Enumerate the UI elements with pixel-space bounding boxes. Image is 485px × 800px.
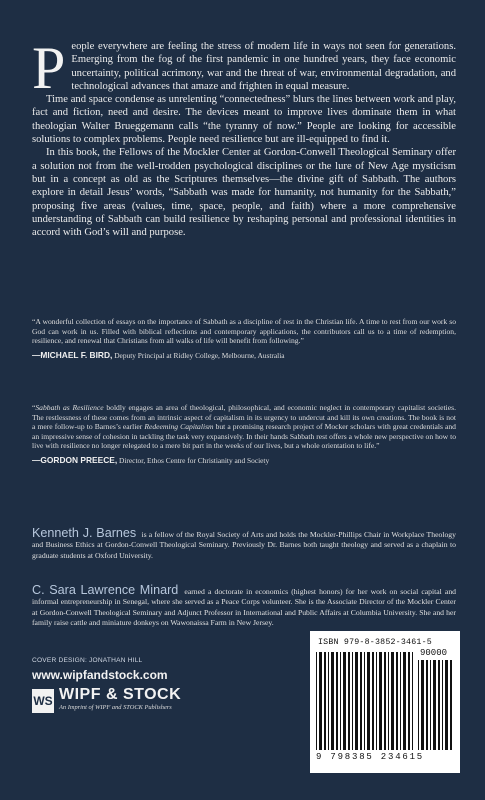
publisher-url[interactable]: www.wipfandstock.com — [32, 668, 168, 682]
endorsement-bird — [32, 317, 456, 360]
author-bio-text: earned a doctorate in economics (highest honors) for her work on social capital and informal entrepreneurship in Senegal, where she served as a Peace Corps volunteer. She is the Associate Director of the Mockler Center at Gordon-Conwell Theological Seminary and Adjunct Professor in International and Public Affairs at Columbia University. She and her family raise cattle and miniature donkeys on Wawonaissa Farm in New Jersey. — [32, 587, 457, 627]
isbn-number: ISBN 979-8-3852-3461-5 — [318, 638, 432, 647]
endorsement-text: “Sabbath as Resilience boldly engages an area of theological, philosophical, and economic neglect in contemporary capitalist societies. The restlessness of these comes from an intrinsic aspect of capitalism in its urgency to undercut and kill its own creations. The book is not a mere follow-up to Barnes’s earlier Redeeming Capitalism but a promising research project of Mocker scholars with great credentials and an impressive sense of cohesion in tackling the task very expansively. In their hands Sabbath rest offers a whole new perspective on how to live with resilience no longer relegated to a mere bit part in the weeks of our lives, but a whole orientation to life.” — [32, 403, 456, 451]
author-bio-text: is a fellow of the Royal Society of Arts and holds the Mockler-Phillips Chair in Workplace Theology and Business Ethics at Gordon-Conwell Theological Seminary. Previously Dr. Barnes both taught theology and served as a chaplain to graduate students at Oxford University. — [32, 530, 456, 560]
endorsement-attribution: —MICHAEL F. BIRD, Deputy Principal at Ridley College, Melbourne, Australia — [32, 349, 285, 360]
endorsement-attribution: —GORDON PREECE, Director, Ethos Centre for Christianity and Society — [32, 454, 270, 465]
publisher-imprint: An Imprint of WIPF and STOCK Publishers — [59, 704, 172, 711]
description-paragraph-2: Time and space condense as unrelenting “connectedness” blurs the lines between work and play, fact and fiction, need and desire. The devices meant to improve lives dominate them in what theologian Walter Brueggemann calls “the tyranny of now.” People are looking for accessible solutions to complex problems. People need resilience but are ill-equipped to find it. — [32, 94, 456, 146]
book-description — [32, 35, 456, 239]
price-barcode-icon — [418, 660, 454, 750]
endorsement-text: “A wonderful collection of essays on the importance of Sabbath as a discipline of rest in the Christian life. A time to rest from our work so God can work in us. Filled with biblical reflections and contemporary applications, the contributors call us to a time of redemption, resilience, and renewal that Christians from all walks of life will benefit from following.” — [32, 317, 456, 346]
barcode-icon — [316, 652, 416, 750]
description-paragraph-3: In this book, the Fellows of the Mockler Center at Gordon-Conwell Theological Seminary offer a solution not from the well-trodden psychological disciplines or the lure of New Age mysticism but in a concept as old as the Scriptures themselves—the divine gift of Sabbath. The authors explore in detail Jesus’ words, “Sabbath was made for humanity, not humanity for the Sabbath,” proposing five areas (values, time, space, people, and faith) where a more comprehensive understanding of Sabbath can build resilience by reshaping personal and professional identities in accord with God’s will and purpose. — [32, 147, 456, 239]
author-name: Kenneth J. Barnes — [32, 526, 137, 540]
author-name: C. Sara Lawrence Minard — [32, 583, 179, 597]
author-bio-minard — [32, 585, 456, 628]
drop-cap: P — [32, 35, 66, 101]
cover-design-credit: COVER DESIGN: JONATHAN HILL — [32, 657, 143, 664]
barcode-panel — [310, 631, 460, 773]
ean-number: 9 798385 234615 — [316, 752, 425, 762]
publisher-name: WIPF & STOCK — [59, 686, 182, 703]
author-bio-barnes — [32, 528, 456, 561]
endorsement-preece — [32, 403, 456, 466]
price-code: 90000 — [420, 648, 448, 658]
publisher-logo-icon: WS — [32, 689, 54, 713]
description-paragraph-1: People everywhere are feeling the stress of modern life in ways not seen for generations. Emerging from the fog of the first pandemic in one hundred years, they face economic uncertainty, political acrimony, war and the threat of war, environmental degradation, and technological advances that amaze and frighten in equal measure. — [32, 35, 456, 101]
